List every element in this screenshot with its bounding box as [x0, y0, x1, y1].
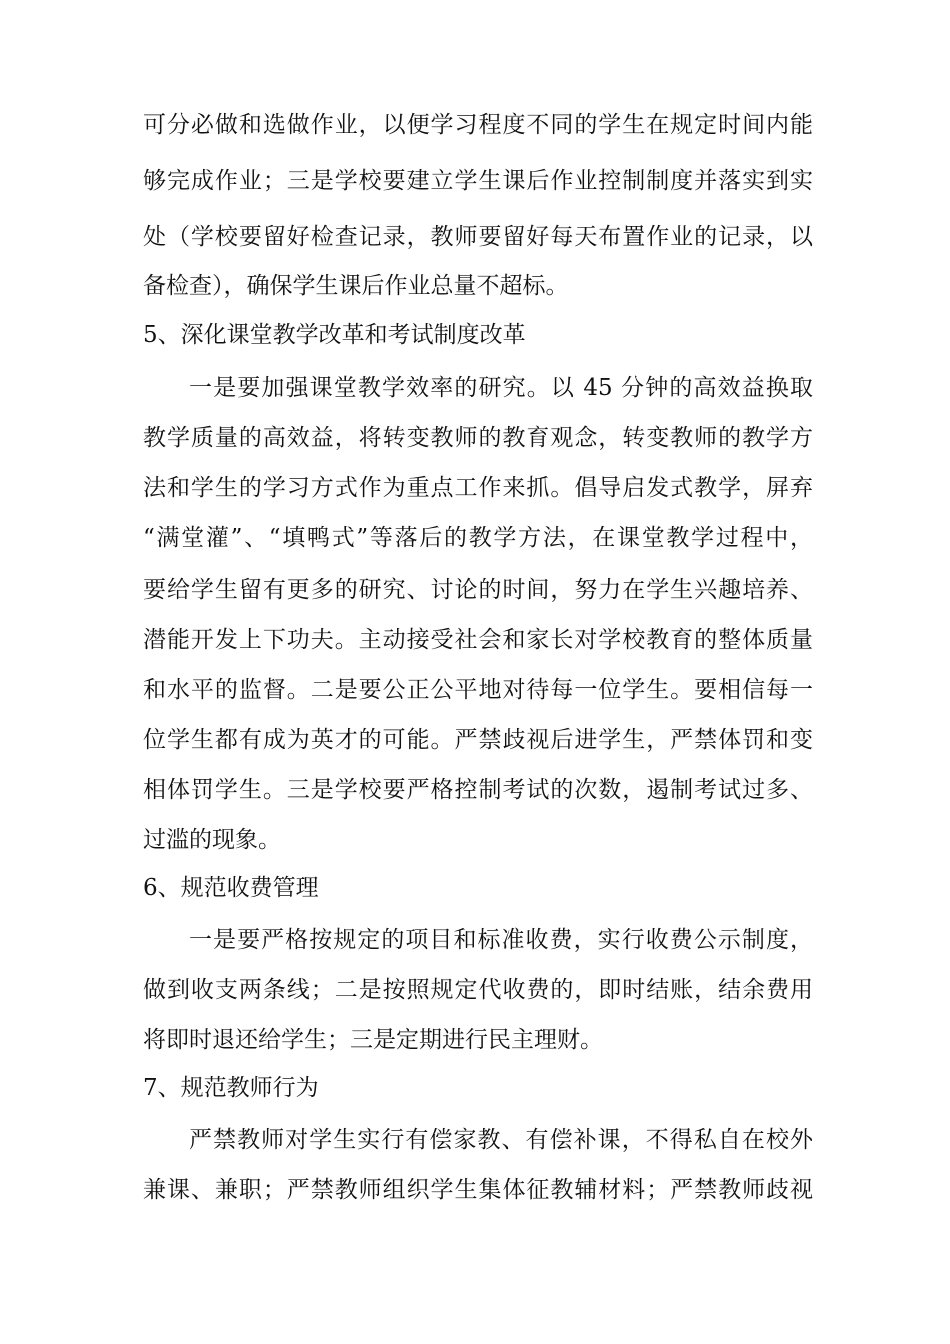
paragraph-line: 兼课、兼职；严禁教师组织学生集体征教辅材料；严禁教师歧视	[143, 1177, 813, 1203]
paragraph-line: “满堂灌”、“填鸭式”等落后的教学方法，在课堂教学过程中，	[143, 525, 813, 551]
paragraph-line: 将即时退还给学生；三是定期进行民主理财。	[143, 1027, 603, 1053]
section-heading: 5、深化课堂教学改革和考试制度改革	[143, 322, 526, 348]
paragraph-line: 过滥的现象。	[143, 827, 281, 853]
paragraph-line: 做到收支两条线；二是按照规定代收费的，即时结账，结余费用	[143, 977, 813, 1003]
paragraph-line: 够完成作业；三是学校要建立学生课后作业控制制度并落实到实	[143, 168, 813, 194]
paragraph-line: 位学生都有成为英才的可能。严禁歧视后进学生，严禁体罚和变	[143, 727, 813, 753]
paragraph-line: 一是要严格按规定的项目和标准收费，实行收费公示制度，	[189, 927, 813, 953]
section-heading: 6、规范收费管理	[143, 875, 319, 901]
paragraph-line: 严禁教师对学生实行有偿家教、有偿补课，不得私自在校外	[189, 1127, 813, 1153]
paragraph-line: 法和学生的学习方式作为重点工作来抓。倡导启发式教学，屏弃	[143, 475, 813, 501]
paragraph-line: 要给学生留有更多的研究、讨论的时间，努力在学生兴趣培养、	[143, 577, 813, 603]
section-heading: 7、规范教师行为	[143, 1075, 319, 1101]
paragraph-line: 和水平的监督。二是要公正公平地对待每一位学生。要相信每一	[143, 677, 813, 703]
paragraph-line: 潜能开发上下功夫。主动接受社会和家长对学校教育的整体质量	[143, 627, 813, 653]
paragraph-line: 可分必做和选做作业，以便学习程度不同的学生在规定时间内能	[143, 112, 813, 138]
paragraph-line: 一是要加强课堂教学效率的研究。以 45 分钟的高效益换取	[189, 375, 813, 401]
paragraph-line: 备检查），确保学生课后作业总量不超标。	[143, 273, 569, 299]
paragraph-line: 处（学校要留好检查记录，教师要留好每天布置作业的记录，以	[143, 224, 813, 250]
paragraph-line: 教学质量的高效益，将转变教师的教育观念，转变教师的教学方	[143, 425, 813, 451]
paragraph-line: 相体罚学生。三是学校要严格控制考试的次数，遏制考试过多、	[143, 777, 813, 803]
